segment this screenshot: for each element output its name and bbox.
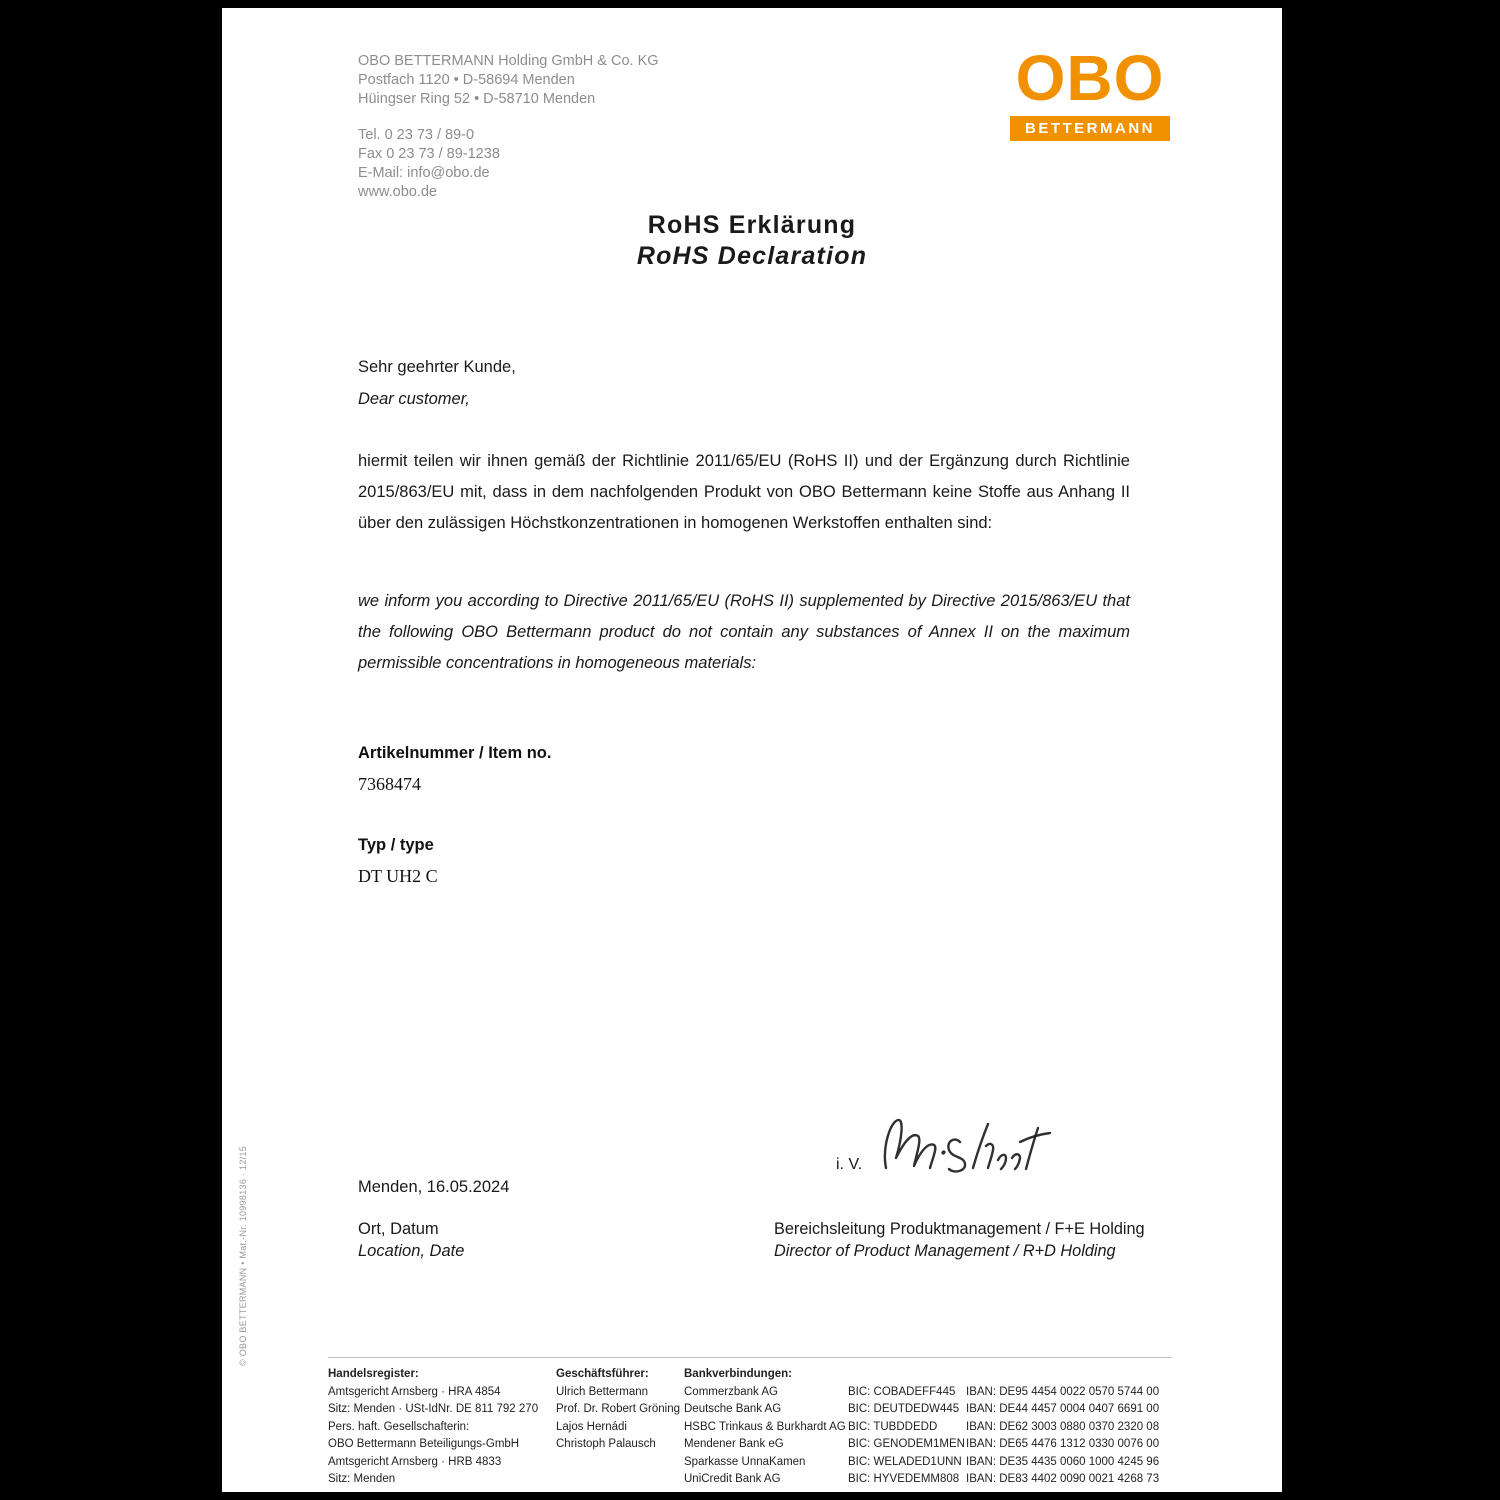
type-value: DT UH2 C <box>358 866 438 886</box>
bank-bic: BIC: HYVEDEMM808 <box>848 1473 960 1485</box>
date-label-german: Ort, Datum <box>358 1220 439 1238</box>
signer-role-german: Bereichsleitung Produktmanagement / F+E Holding <box>774 1220 1145 1238</box>
footer-management-column <box>556 1366 684 1489</box>
place-date: Menden, 16.05.2024 <box>358 1178 510 1196</box>
item-number-label: Artikelnummer / Item no. <box>358 744 552 762</box>
sender-phone: Tel. 0 23 73 / 89-0 <box>358 127 475 143</box>
title-english: RoHS Declaration <box>636 242 868 270</box>
bank-iban: IBAN: DE44 4457 0004 0407 6691 00 <box>966 1403 1160 1415</box>
bank-bic: BIC: WELADED1UNN <box>848 1455 962 1468</box>
register-line: Pers. haft. Gesellschafterin: <box>328 1420 470 1433</box>
bank-bic: BIC: GENODEM1MEN <box>848 1438 965 1450</box>
register-line: Sitz: Menden · USt-IdNr. DE 811 792 270 <box>328 1403 539 1415</box>
obo-logo-banner: BETTERMANN <box>1010 116 1170 141</box>
bank-iban: IBAN: DE95 4454 0022 0570 5744 00 <box>966 1385 1160 1398</box>
item-number-value: 7368474 <box>358 774 421 794</box>
sender-website: www.obo.de <box>358 184 437 200</box>
footer-banks-column <box>684 1366 1172 1489</box>
bank-iban: IBAN: DE62 3003 0880 0370 2320 08 <box>966 1420 1160 1433</box>
sender-postbox: Postfach 1120 • D-58694 Menden <box>358 72 575 88</box>
sender-address-block <box>358 52 659 202</box>
title-german: RoHS Erklärung <box>647 211 857 239</box>
type-label: Typ / type <box>358 836 434 854</box>
management-line: Lajos Hernádi <box>556 1420 627 1433</box>
bank-iban: IBAN: DE65 4476 1312 0330 0076 00 <box>966 1438 1160 1450</box>
register-line: Amtsgericht Arnsberg · HRA 4854 <box>328 1385 501 1398</box>
bank-iban: IBAN: DE83 4402 0090 0021 4268 73 <box>966 1473 1160 1485</box>
bank-name: Mendener Bank eG <box>684 1438 784 1450</box>
signature-handwriting <box>874 1108 1064 1188</box>
register-header: Handelsregister: <box>328 1368 419 1380</box>
obo-logo <box>1010 42 1170 141</box>
obo-wordmark: OBO <box>1015 42 1165 114</box>
footer-legal-block <box>328 1357 1172 1489</box>
bank-table <box>684 1384 1172 1489</box>
bank-bic: BIC: DEUTDEDW445 <box>848 1403 960 1415</box>
body-paragraph-english: we inform you according to Directive 2011/65/EU (RoHS II) supplemented by Directive 2015/863/EU that the following OBO Bettermann product do not contain any substances of Annex II on the maximum permissible concentrations in homogeneous materials: <box>358 592 1130 672</box>
management-line: Christoph Palausch <box>556 1438 656 1450</box>
bank-name: Commerzbank AG <box>684 1385 778 1398</box>
salutation-german: Sehr geehrter Kunde, <box>358 358 516 376</box>
sender-contact-block <box>358 126 659 202</box>
register-line: OBO Bettermann Beteiligungs-GmbH <box>328 1438 520 1450</box>
bank-bic: BIC: COBADEFF445 <box>848 1385 956 1398</box>
register-line: Amtsgericht Arnsberg · HRB 4833 <box>328 1455 502 1468</box>
signer-role-english: Director of Product Management / R+D Holding <box>774 1242 1116 1260</box>
side-material-number: © OBO BETTERMANN • Mat.-Nr. 10998136 · 12/15 <box>238 1145 248 1366</box>
bank-iban: IBAN: DE35 4435 0060 1000 4245 96 <box>966 1455 1160 1468</box>
register-line: Sitz: Menden <box>328 1473 396 1485</box>
banks-header: Bankverbindungen: <box>684 1368 792 1380</box>
footer-register-column <box>328 1366 556 1489</box>
document-title <box>222 210 1282 272</box>
bank-name: Sparkasse UnnaKamen <box>684 1455 806 1468</box>
bank-name: Deutsche Bank AG <box>684 1403 782 1415</box>
management-line: Ulrich Bettermann <box>556 1385 649 1398</box>
sender-email: E-Mail: info@obo.de <box>358 165 490 181</box>
sender-fax: Fax 0 23 73 / 89-1238 <box>358 146 500 162</box>
bank-name: UniCredit Bank AG <box>684 1473 781 1485</box>
date-label-english: Location, Date <box>358 1242 465 1260</box>
document-page <box>222 8 1282 1492</box>
sender-company: OBO BETTERMANN Holding GmbH & Co. KG <box>358 53 659 69</box>
signature-prefix: i. V. <box>836 1156 863 1173</box>
salutation-english: Dear customer, <box>358 390 470 408</box>
bank-name: HSBC Trinkaus & Burkhardt AG <box>684 1420 846 1433</box>
sender-street: Hüingser Ring 52 • D-58710 Menden <box>358 91 596 107</box>
management-line: Prof. Dr. Robert Gröning <box>556 1403 680 1415</box>
body-paragraph-german: hiermit teilen wir ihnen gemäß der Richtlinie 2011/65/EU (RoHS II) und der Ergänzung durch Richtlinie 2015/863/EU mit, dass in dem nachfolgenden Produkt von OBO Bettermann keine Stoffe aus Anhang II über den zulässigen Höchstkonzentrationen in homogenen Werkstoffen enthalten sind: <box>358 452 1130 532</box>
bank-bic: BIC: TUBDDEDD <box>848 1420 938 1433</box>
management-header: Geschäftsführer: <box>556 1368 649 1380</box>
